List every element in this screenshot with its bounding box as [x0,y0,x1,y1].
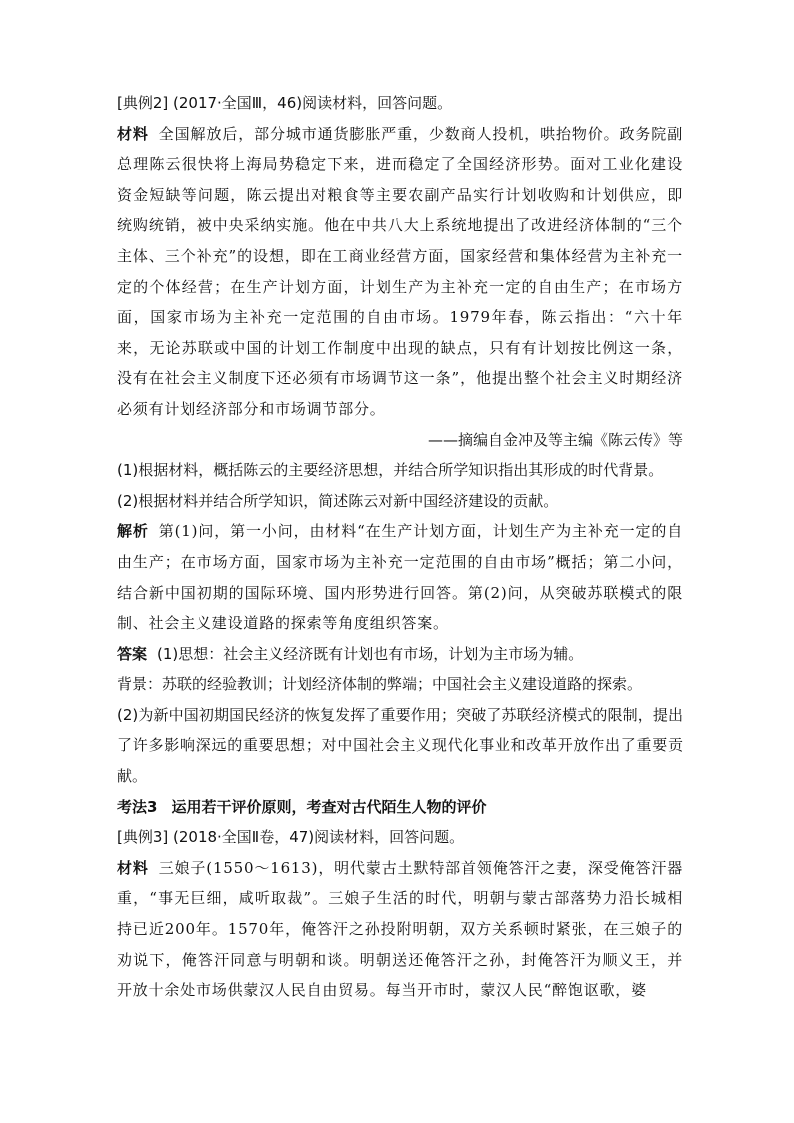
question-1: (1)根据材料，概括陈云的主要经济思想，并结合所学知识指出其形成的时代背景。 [117,461,664,480]
example-3-header: [典例3] (2018·全国Ⅱ卷，47)阅读材料，回答问题。 [117,828,465,847]
answer-2: (2)为新中国初期国民经济的恢复发挥了重要作用；突破了苏联经济模式的限制，提出了许多影响深远的重要思想；对中国社会主义现代化事业和改革开放作出了重要贡献。 [117,705,683,786]
answer-tag: 答案 [117,644,148,663]
method-3-number: 考法3 [117,797,158,816]
analysis-text: 第(1)问，第一小问，由材料“在生产计划方面，计划生产为主补充一定的自由生产；在市场方面，国家市场为主补充一定范围的自由市场”概括；第二小问，结合新中国初期的国际环境、国内形势进行回答。第(2)问，从突破苏联模式的限制、社会主义建设道路的探索等角度组织答案。 [117,522,683,633]
material-text-3: 三娘子(1550～1613)，明代蒙古土默特部首领俺答汗之妻，深受俺答汗器重，“事无巨细，咸听取裁”。三娘子生活的时代，明朝与蒙古部落势力沿长城相持已近200年。1570年，俺答汗之孙投附明朝，双方关系顿时紧张，在三娘子的劝说下，俺答汗同意与明朝和谈。明朝送还俺答汗之孙，封俺答汗为顺义王，并开放十余处市场供蒙汉人民自由贸易。每当开市时，蒙汉人民“醉饱讴歌，婆 [117,858,683,1000]
analysis [117,516,683,638]
example-2-material [117,119,683,425]
material-source: ——摘编自金冲及等主编《陈云传》等 [427,430,683,449]
material-text: 全国解放后，部分城市通货膨胀严重，少数商人投机，哄抬物价。政务院副总理陈云很快将上海局势稳定下来，进而稳定了全国经济形势。面对工业化建设资金短缺等问题，陈云提出对粮食等主要农副产品实行计划收购和计划供应，即统购统销，被中央采纳实施。他在中共八大上系统地提出了改进经济体制的“三个主体、三个补充”的设想，即在工商业经营方面，国家经营和集体经营为主补充一定的个体经营；在生产计划方面，计划生产为主补充一定的自由生产；在市场方面，国家市场为主补充一定范围的自由市场。1979年春，陈云指出：“六十年来，无论苏联或中国的计划工作制度中出现的缺点，只有有计划按比例这一条，没有在社会主义制度下还必须有市场调节这一条”，他提出整个社会主义时期经济必须有计划经济部分和市场调节部分。 [117,124,683,418]
example-2-header: [典例2] (2017·全国Ⅲ，46)阅读材料，回答问题。 [117,94,453,112]
question-2: (2)根据材料并结合所学知识，简述陈云对新中国经济建设的贡献。 [117,491,559,510]
material-tag: 材料 [117,124,149,143]
answer-1-background: 背景：苏联的经验教训；计划经济体制的弊端；中国社会主义建设道路的探索。 [117,675,643,694]
method-3-heading [117,792,683,823]
answer-1 [117,639,683,670]
document-page [117,88,683,1006]
analysis-tag: 解析 [117,522,149,541]
method-3-title: 运用若干评价原则，考查对古代陌生人物的评价 [171,797,487,816]
example-3-material [117,853,683,1006]
answer-1-text: (1)思想：社会主义经济既有计划也有市场，计划为主市场为辅。 [157,644,584,663]
material-tag-3: 材料 [117,858,149,877]
